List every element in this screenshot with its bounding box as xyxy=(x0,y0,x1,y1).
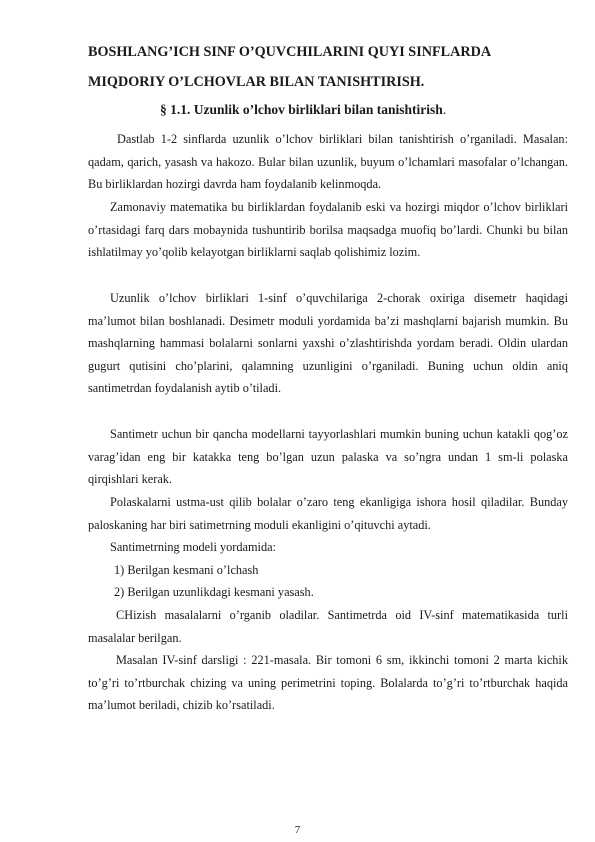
title-line-2: MIQDORIY O’LCHOVLAR BILAN TANISHTIRISH. xyxy=(88,74,425,90)
section-heading xyxy=(160,101,595,119)
title-line-1: BOSHLANG’ICH SINF O’QUVCHILARINI QUYI SINFLARDA xyxy=(88,44,492,60)
paragraph-3: Uzunlik o’lchov birliklari 1-sinf o’quvchilariga 2-chorak oxiriga disemetr haqidagi ma’lumot bilan boshlanadi. Desimetr moduli yordamida ba’zi mashqlarni bajarish mumkin. Bu mashqlarning hammasi bolalarni sonlarni yaxshi o’zlashtirishda yordam beradi. Oldin ulardan gugurt qutisini cho’plarini, qalamning uzunligini o’rganiladi. Buning uchun oldin aniq santimetrdan foydalanish aytib o’tiladi. xyxy=(88,291,568,396)
paragraph-8: Masalan IV-sinf darsligi : 221-masala. Bir tomoni 6 sm, ikkinchi tomoni 2 marta kichik to’g’ri to’rtburchak chizing va uning perimetrini toping. Bolalarda to’g’ri to’rtburchak haqida ma’lumot beriladi, chizib ko’rsatiladi. xyxy=(88,653,568,713)
section-heading-text: § 1.1. Uzunlik o’lchov birliklari bilan tanishtirish xyxy=(160,102,443,117)
paragraph-1: Dastlab 1-2 sinflarda uzunlik o’lchov birliklari bilan tanishtirish o’rganiladi. Masalan: qadam, qarich, yasash va hakozo. Bular bilan uzunlik, buyum o’lchamlari masofalar o’lchangan. Bu birliklardan hozirgi davrda ham foydalanib kelinmoqda. xyxy=(88,132,568,192)
paragraph-4: Santimetr uchun bir qancha modellarni tayyorlashlari mumkin buning uchun katakli qog’oz varag’idan eng bir katakka teng bo’lgan uzun palaska va so’ngra undan 1 sm-li polaska qirqishlari kerak. xyxy=(88,427,568,487)
paragraph-6: Santimetrning modeli yordamida: xyxy=(110,540,276,554)
section-heading-period: . xyxy=(442,102,447,117)
paragraph-2: Zamonaviy matematika bu birliklardan foydalanib eski va hozirgi miqdor o’lchov birliklari o’rtasidagi farq dars mobaynida tushuntirib borilsa maqsadga muofiq bo’lardi. Chunki bu bilan ishlatilmay yo’qolib kelayotgan birliklarni saqlab qolishimiz lozim. xyxy=(88,200,568,260)
list-item-1: 1) Berilgan kesmani o’lchash xyxy=(114,563,259,577)
page-number: 7 xyxy=(294,824,301,836)
list-item-2: 2) Berilgan uzunlikdagi kesmani yasash. xyxy=(114,585,314,599)
paragraph-7: CHizish masalalarni o’rganib oladilar. Santimetrda oid IV-sinf matematikasida turli masalalar berilgan. xyxy=(88,608,568,645)
paragraph-5: Polaskalarni ustma-ust qilib bolalar o’zaro teng ekanligiga ishora hosil qiladilar. Bunday paloskaning har biri satimetrning moduli ekanligini o’qituvchi aytadi. xyxy=(88,495,568,532)
